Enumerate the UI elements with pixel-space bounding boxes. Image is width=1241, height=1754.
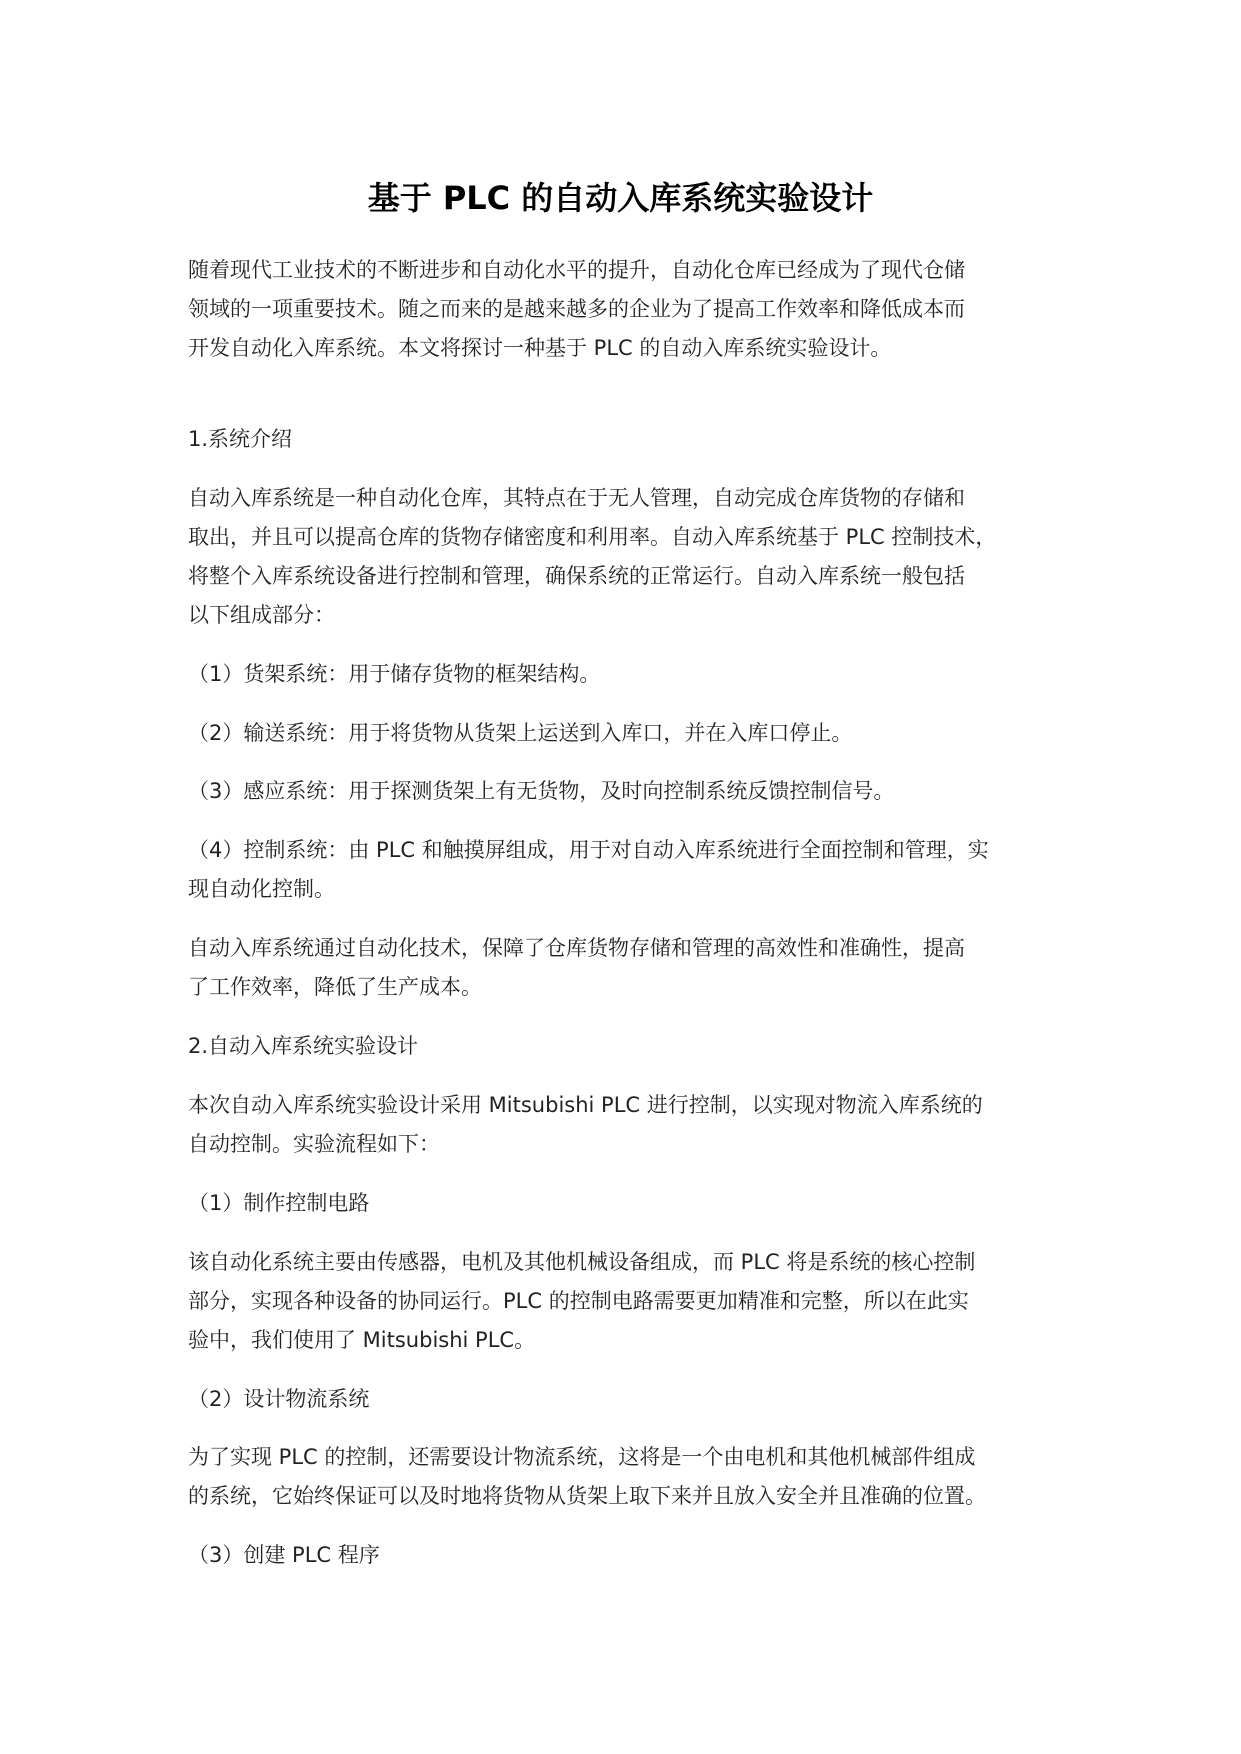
list-item-conveyor-system	[188, 714, 1088, 753]
text-line: 自动入库系统通过自动化技术，保障了仓库货物存储和管理的高效性和准确性，提高	[188, 936, 965, 960]
text-line: 验中，我们使用了 Mitsubishi PLC。	[188, 1328, 536, 1352]
intro-paragraph	[188, 251, 1088, 368]
experiment-intro-paragraph	[188, 1086, 1088, 1164]
section-heading-text: 1.系统介绍	[188, 427, 293, 451]
section-heading-1	[188, 420, 1088, 459]
text-line: 自动控制。实验流程如下：	[188, 1132, 440, 1156]
text-line: 为了实现 PLC 的控制，还需要设计物流系统，这将是一个由电机和其他机械部件组成	[188, 1445, 976, 1469]
text-line: 自动入库系统是一种自动化仓库，其特点在于无人管理，自动完成仓库货物的存储和	[188, 486, 965, 510]
section-heading-2	[188, 1027, 1088, 1066]
text-line: （1）货架系统：用于储存货物的框架结构。	[188, 662, 601, 686]
text-line: （1）制作控制电路	[188, 1191, 370, 1215]
document-title: 基于 PLC 的自动入库系统实验设计	[367, 179, 874, 217]
text-line: 领域的一项重要技术。随之而来的是越来越多的企业为了提高工作效率和降低成本而	[188, 297, 965, 321]
text-line: 开发自动化入库系统。本文将探讨一种基于 PLC 的自动入库系统实验设计。	[188, 336, 892, 360]
text-line: （3）创建 PLC 程序	[188, 1543, 380, 1567]
text-line: （4）控制系统：由 PLC 和触摸屏组成，用于对自动入库系统进行全面控制和管理，实	[188, 838, 989, 862]
text-line: （3）感应系统：用于探测货架上有无货物，及时向控制系统反馈控制信号。	[188, 779, 895, 803]
step-heading-plc-program	[188, 1536, 1088, 1575]
text-line: 随着现代工业技术的不断进步和自动化水平的提升，自动化仓库已经成为了现代仓储	[188, 258, 965, 282]
text-line: 了工作效率，降低了生产成本。	[188, 975, 482, 999]
step-heading-control-circuit	[188, 1184, 1088, 1223]
text-line: 将整个入库系统设备进行控制和管理，确保系统的正常运行。自动入库系统一般包括	[188, 564, 965, 588]
text-line: 现自动化控制。	[188, 877, 335, 901]
list-item-sensing-system	[188, 772, 1088, 811]
text-line: 部分，实现各种设备的协同运行。PLC 的控制电路需要更加精准和完整，所以在此实	[188, 1289, 969, 1313]
section-heading-text: 2.自动入库系统实验设计	[188, 1034, 419, 1058]
benefits-paragraph	[188, 929, 1088, 1007]
list-item-shelf-system	[188, 655, 1088, 694]
text-line: 取出，并且可以提高仓库的货物存储密度和利用率。自动入库系统基于 PLC 控制技术，	[188, 525, 997, 549]
text-line: 该自动化系统主要由传感器，电机及其他机械设备组成，而 PLC 将是系统的核心控制	[188, 1250, 976, 1274]
text-line: 本次自动入库系统实验设计采用 Mitsubishi PLC 进行控制，以实现对物流入库系统的	[188, 1093, 983, 1117]
control-circuit-paragraph	[188, 1243, 1088, 1360]
text-line: 以下组成部分：	[188, 603, 335, 627]
text-line: （2）输送系统：用于将货物从货架上运送到入库口，并在入库口停止。	[188, 721, 853, 745]
list-item-control-system	[188, 831, 1088, 909]
text-line: 的系统，它始终保证可以及时地将货物从货架上取下来并且放入安全并且准确的位置。	[188, 1484, 986, 1508]
system-intro-paragraph	[188, 479, 1088, 635]
step-heading-logistics-system	[188, 1380, 1088, 1419]
text-line: （2）设计物流系统	[188, 1387, 370, 1411]
logistics-system-paragraph	[188, 1438, 1088, 1516]
